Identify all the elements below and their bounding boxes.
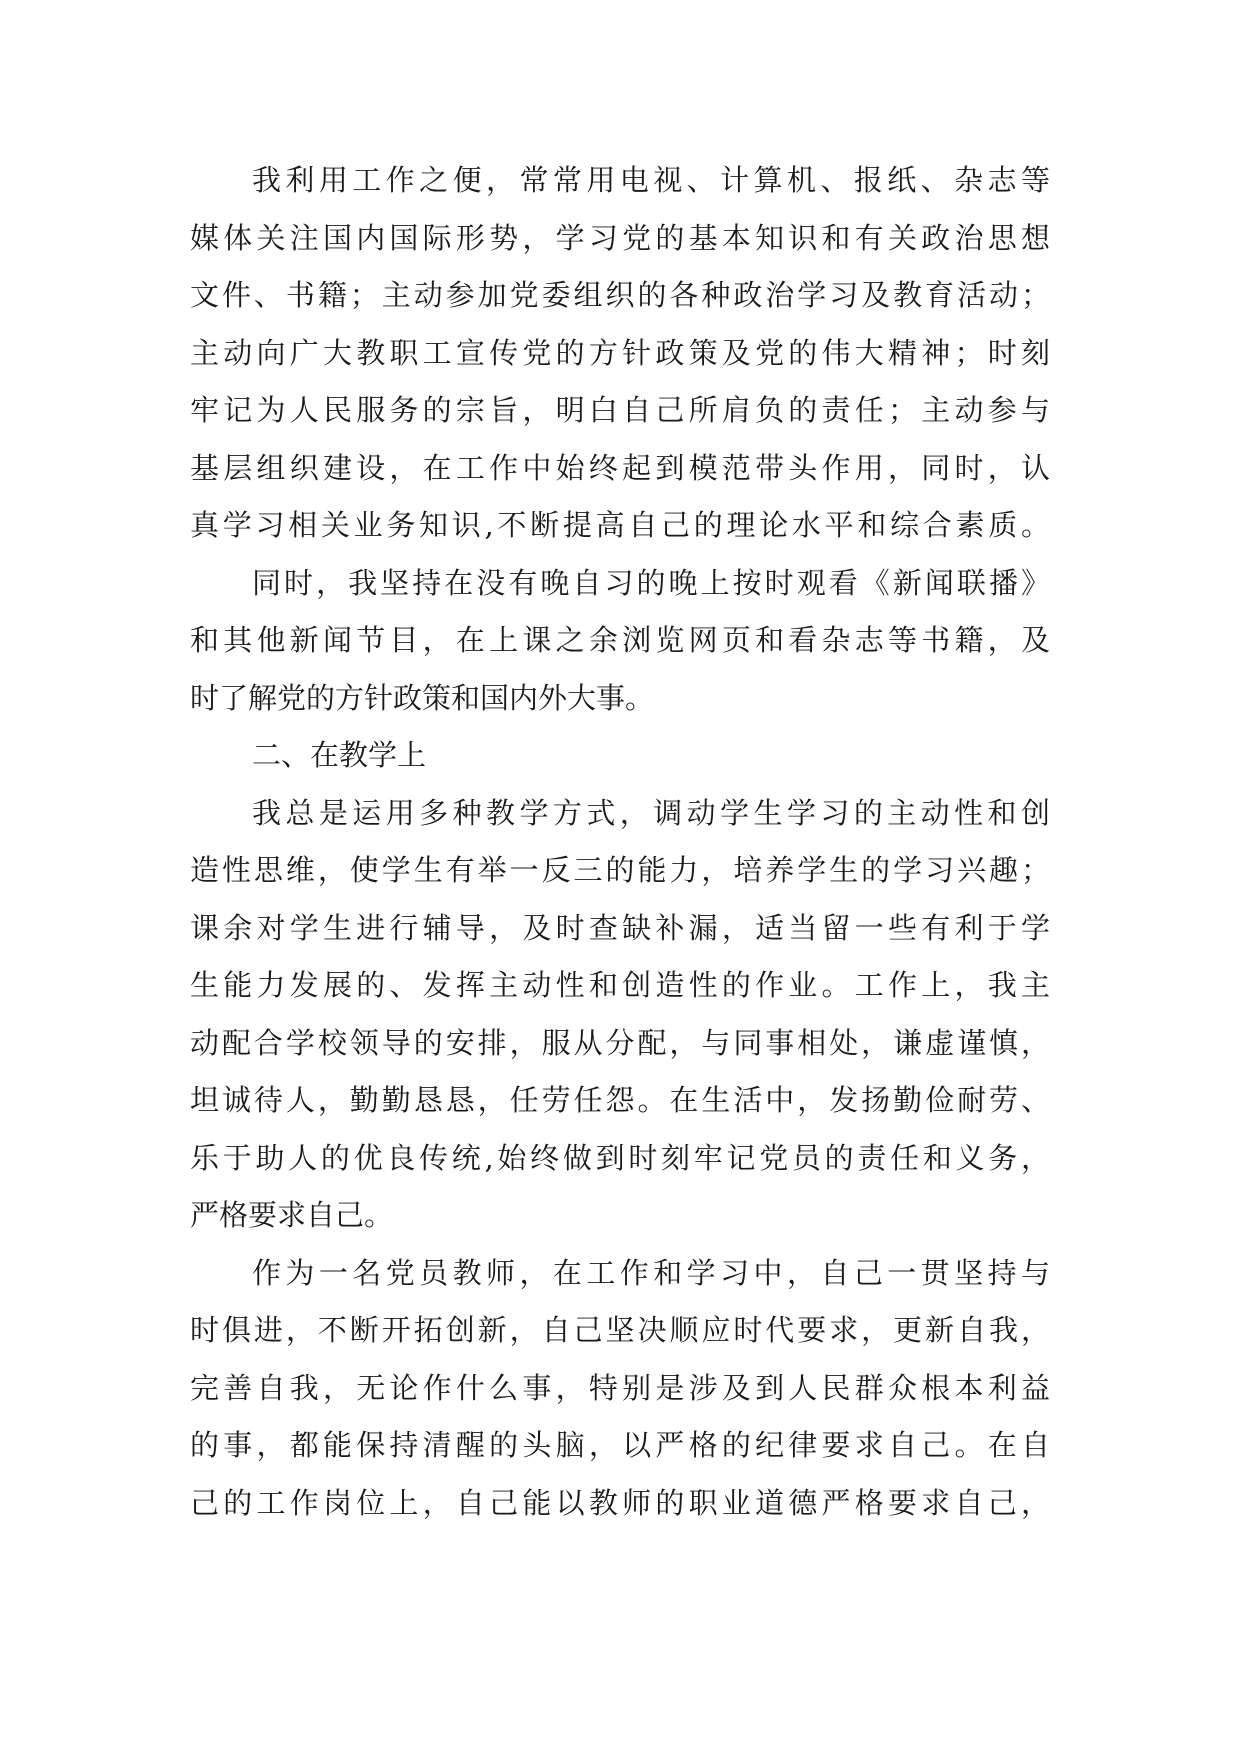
paragraph-teaching-methods [190,785,1050,1245]
text-line: 生能力发展的、发挥主动性和创造性的作业。工作上，我主 [190,968,1050,1002]
text-line: 时了解党的方针政策和国内外大事。 [190,680,655,715]
text-line: 课余对学生进行辅导，及时查缺补漏，适当留一些有利于学 [190,910,1050,945]
text-line: 完善自我，无论作什么事，特别是涉及到人民群众根本利益 [190,1370,1050,1405]
text-line: 己的工作岗位上，自己能以教师的职业道德严格要求自己， [190,1485,1050,1520]
text-line: 同时，我坚持在没有晚自习的晚上按时观看《新闻联播》 [252,565,1050,600]
text-line: 我总是运用多种教学方式，调动学生学习的主动性和创 [252,795,1050,830]
text-line: 主动向广大教职工宣传党的方针政策及党的伟大精神；时刻 [190,335,1050,370]
text-line: 动配合学校领导的安排，服从分配，与同事相处，谦虚谨慎， [190,1025,1050,1060]
section-heading: 二、在教学上 [252,738,427,772]
text-line: 乐于助人的优良传统,始终做到时刻牢记党员的责任和义务， [190,1140,1050,1175]
text-line: 时俱进，不断开拓创新，自己坚决顺应时代要求，更新自我， [190,1313,1050,1347]
text-line: 基层组织建设，在工作中始终起到模范带头作用，同时，认 [190,450,1050,485]
text-line: 严格要求自己。 [190,1198,394,1232]
paragraph-party-teacher [190,1245,1050,1533]
text-line: 牢记为人民服务的宗旨，明白自己所肩负的责任；主动参与 [190,393,1050,427]
text-line: 文件、书籍；主动参加党委组织的各种政治学习及教育活动； [190,278,1050,312]
text-line: 我利用工作之便，常常用电视、计算机、报纸、杂志等 [252,163,1050,197]
text-line: 媒体关注国内国际形势，学习党的基本知识和有关政治思想 [190,220,1050,255]
paragraph-news-watching [190,555,1050,728]
text-line: 作为一名党员教师，在工作和学习中，自己一贯坚持与 [252,1255,1050,1290]
text-line: 真学习相关业务知识,不断提高自己的理论水平和综合素质。 [190,508,1050,542]
text-line: 的事，都能保持清醒的头脑，以严格的纪律要求自己。在自 [190,1428,1050,1462]
text-line: 坦诚待人，勤勤恳恳，任劳任怨。在生活中，发扬勤俭耐劳、 [190,1083,1050,1117]
text-line: 和其他新闻节目，在上课之余浏览网页和看杂志等书籍，及 [190,623,1050,657]
text-line: 造性思维，使学生有举一反三的能力，培养学生的学习兴趣； [190,853,1050,887]
section-heading-teaching [190,727,1050,785]
paragraph-study-media [190,152,1050,555]
document-body [190,152,1050,1532]
